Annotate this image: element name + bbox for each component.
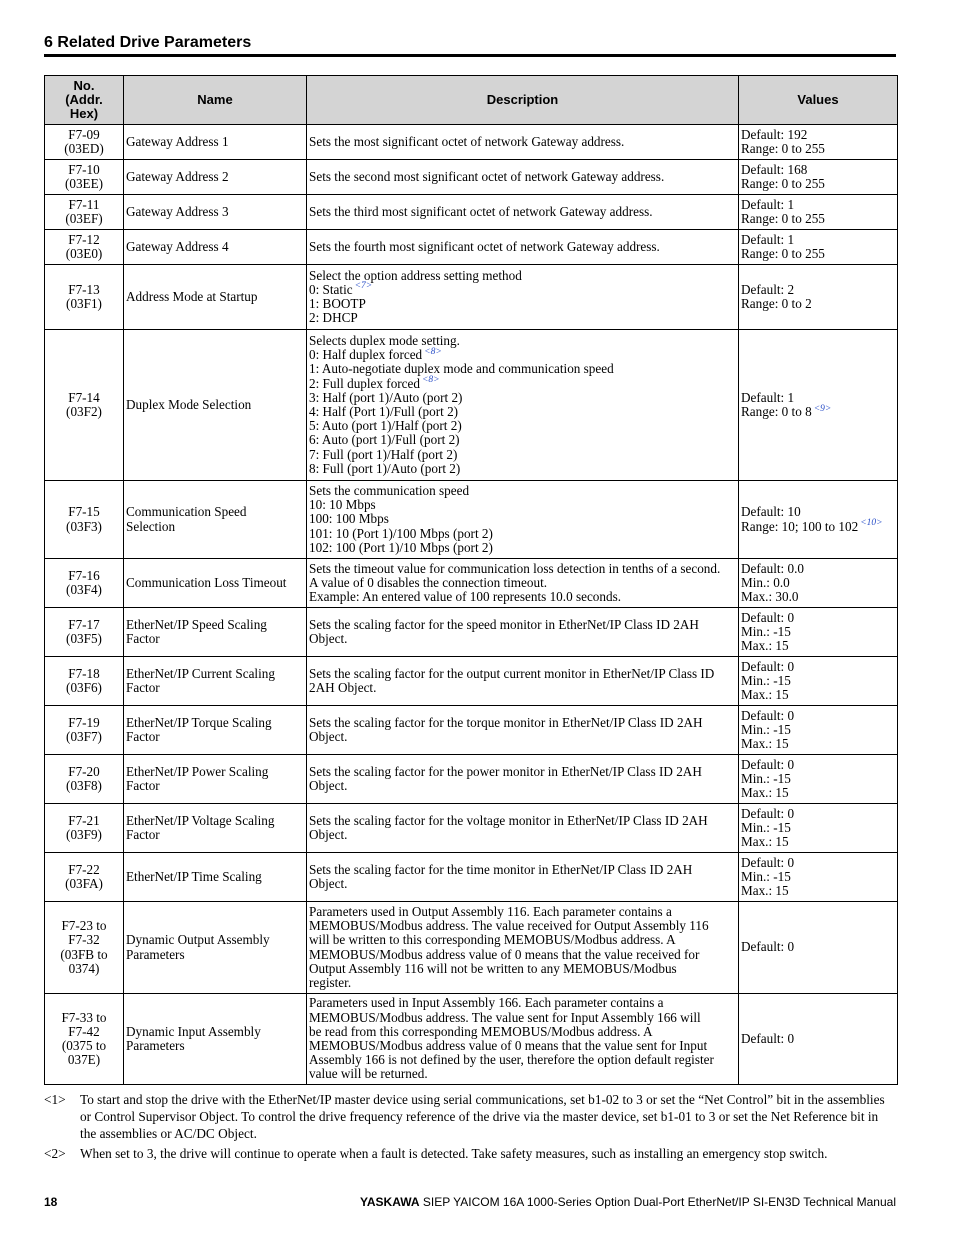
param-values-cell xyxy=(739,481,898,559)
param-name-line: Gateway Address 3 xyxy=(126,203,229,219)
param-number-line: F7-10 xyxy=(68,161,100,177)
param-number-line: (0375 to xyxy=(61,1038,107,1053)
param-description-line: 2AH Object. xyxy=(309,680,377,695)
param-description-line: Parameters used in Input Assembly 166. Each parameter contains a xyxy=(309,995,664,1011)
table-row xyxy=(45,853,898,902)
param-description-line: 8: Full (port 1)/Auto (port 2) xyxy=(309,460,461,476)
param-value-line: Default: 0 xyxy=(741,1030,795,1046)
param-number-line: (03F4) xyxy=(66,582,102,597)
footnote xyxy=(44,1145,896,1162)
param-description-line: will be written to this corresponding MEMOBUS/Modbus address. A xyxy=(309,932,676,948)
footnote xyxy=(44,1091,896,1142)
param-values-cell xyxy=(739,265,898,330)
param-description-line: Sets the most significant octet of network Gateway address. xyxy=(309,133,625,149)
param-value-line: Min.: -15 xyxy=(741,868,791,884)
param-number-cell xyxy=(45,853,124,902)
param-number-line: (03F7) xyxy=(66,729,102,744)
param-number-line: (03F8) xyxy=(66,778,102,793)
param-value-line: Range: 0 to 255 xyxy=(741,211,825,226)
param-description-line: Sets the third most significant octet of network Gateway address. xyxy=(309,203,653,219)
param-number-line: (03F6) xyxy=(66,680,102,695)
param-description-line: Sets the communication speed xyxy=(309,482,470,498)
param-description-line: Sets the scaling factor for the output current monitor in EtherNet/IP Class ID xyxy=(309,665,715,681)
column-header-values: Values xyxy=(739,76,898,125)
param-value-line: Max.: 15 xyxy=(741,785,789,801)
param-values-cell xyxy=(739,125,898,160)
param-number-cell xyxy=(45,608,124,657)
param-description-cell xyxy=(307,706,739,755)
param-description-cell xyxy=(307,804,739,853)
param-value-line: Default: 0.0 xyxy=(741,560,804,576)
param-description-line: 6: Auto (port 1)/Full (port 2) xyxy=(309,432,460,448)
param-value-line: Default: 2 xyxy=(741,281,795,297)
param-value-line: Default: 1 xyxy=(741,231,795,247)
param-name-line: Factor xyxy=(126,631,160,646)
param-name-cell xyxy=(124,902,307,994)
param-description-cell xyxy=(307,330,739,481)
param-value-line: Range: 0 to 255 xyxy=(741,176,825,191)
param-description-line: 7: Full (port 1)/Half (port 2) xyxy=(309,446,458,462)
param-description-cell xyxy=(307,755,739,804)
param-description-line: Sets the timeout value for communication loss detection in tenths of a second. xyxy=(309,560,721,576)
param-description-line: Object. xyxy=(309,729,348,744)
table-row xyxy=(45,230,898,265)
footnote-ref-link[interactable]: <10> xyxy=(860,518,883,529)
param-name-cell xyxy=(124,706,307,755)
param-description-line: 101: 10 (Port 1)/100 Mbps (port 2) xyxy=(309,525,493,541)
param-number-line: (03FB to xyxy=(60,946,108,962)
param-number-line: F7-11 xyxy=(68,196,100,212)
param-name-line: Factor xyxy=(126,778,160,793)
table-header-row xyxy=(45,76,898,125)
param-values-cell xyxy=(739,902,898,994)
param-description-line: Object. xyxy=(309,827,348,842)
param-description-line: Sets the scaling factor for the speed monitor in EtherNet/IP Class ID 2AH xyxy=(309,616,699,632)
param-name-cell xyxy=(124,330,307,481)
param-number-cell xyxy=(45,481,124,559)
param-number-line: (03EE) xyxy=(64,176,104,191)
param-description-line: MEMOBUS/Modbus address. The value received for Output Assembly 116 xyxy=(309,918,709,934)
param-description-line: 4: Half (Port 1)/Full (port 2) xyxy=(309,404,459,419)
param-name-line: Factor xyxy=(126,827,160,842)
param-name-line: Factor xyxy=(126,729,160,744)
param-name-line: Parameters xyxy=(126,1038,185,1053)
param-number-line: (03F5) xyxy=(66,631,102,646)
parameter-table xyxy=(44,75,898,1085)
param-description-cell xyxy=(307,608,739,657)
param-description-line: Select the option address setting method xyxy=(309,267,522,283)
param-description-cell xyxy=(307,160,739,195)
param-description-line: 3: Half (port 1)/Auto (port 2) xyxy=(309,389,463,405)
manual-title xyxy=(360,1195,896,1209)
param-description-line: Parameters used in Output Assembly 116. Each parameter contains a xyxy=(309,903,672,919)
param-name-line: Dynamic Input Assembly xyxy=(126,1023,261,1039)
param-number-line: F7-09 xyxy=(68,126,100,142)
param-description-line: Sets the scaling factor for the torque monitor in EtherNet/IP Class ID 2AH xyxy=(309,714,703,730)
param-name-cell xyxy=(124,755,307,804)
param-value-line: Default: 192 xyxy=(741,126,808,142)
param-description-cell xyxy=(307,481,739,559)
param-name-cell xyxy=(124,608,307,657)
param-description-line: MEMOBUS/Modbus address value of 0 means that the value received for xyxy=(309,946,700,962)
param-name-cell xyxy=(124,657,307,706)
param-description-line: register. xyxy=(309,974,352,990)
table-row xyxy=(45,195,898,230)
param-value-line: Default: 0 xyxy=(741,707,795,723)
param-value-line: Default: 1 xyxy=(741,389,795,405)
param-number-line: F7-13 xyxy=(68,281,100,297)
param-values-cell xyxy=(739,706,898,755)
param-value-line: Min.: -15 xyxy=(741,819,791,835)
table-row xyxy=(45,125,898,160)
footnote-ref-link[interactable]: <7> xyxy=(354,281,373,292)
param-value-line: Max.: 15 xyxy=(741,638,789,654)
param-values-cell xyxy=(739,755,898,804)
param-description-cell xyxy=(307,265,739,330)
param-name-cell xyxy=(124,160,307,195)
param-name-line: Parameters xyxy=(126,946,185,962)
param-number-line: (03FA) xyxy=(65,876,103,891)
param-number-line: F7-15 xyxy=(68,504,100,520)
param-number-cell xyxy=(45,902,124,994)
param-number-line: F7-42 xyxy=(68,1023,100,1039)
param-value-line: Default: 0 xyxy=(741,658,795,674)
param-number-line: F7-12 xyxy=(68,231,100,247)
section-heading-rule xyxy=(44,54,896,57)
param-name-line: Selection xyxy=(126,518,176,534)
param-number-cell xyxy=(45,755,124,804)
param-name-line: Address Mode at Startup xyxy=(126,288,258,304)
param-description-line: 1: Auto-negotiate duplex mode and communication speed xyxy=(309,361,614,377)
footnote-text: To start and stop the drive with the EtherNet/IP master device using serial communications, set b1-02 to 3 or set the “Net Control” bit in the assemblies or Control Supervisor Object. To control the drive frequency reference of the drive via the master device, set b1-01 to 3 or set the Net Reference bit in the assemblies or AC/DC Object. xyxy=(80,1092,885,1141)
param-number-line: (03F1) xyxy=(66,296,102,311)
param-name-line: Communication Speed xyxy=(126,504,247,520)
param-description-line: Output Assembly 116 will not be written to any MEMOBUS/Modbus xyxy=(309,960,677,976)
param-name-cell xyxy=(124,853,307,902)
param-number-cell xyxy=(45,706,124,755)
param-name-cell xyxy=(124,994,307,1085)
param-number-line: F7-17 xyxy=(68,616,100,632)
param-values-cell xyxy=(739,160,898,195)
param-number-line: F7-16 xyxy=(68,567,100,583)
param-description-line: MEMOBUS/Modbus address. The value sent for Input Assembly 166 will xyxy=(309,1009,701,1025)
footnote-mark: <2> xyxy=(44,1146,66,1161)
param-number-line: F7-20 xyxy=(68,763,100,779)
param-value-line: Range: 0 to 8 $^{<9>}$ xyxy=(741,403,832,419)
param-description-line: Example: An entered value of 100 represents 10.0 seconds. xyxy=(309,589,622,605)
param-name-line: EtherNet/IP Speed Scaling xyxy=(126,616,267,632)
param-number-line: 037E) xyxy=(67,1052,101,1068)
param-number-cell xyxy=(45,994,124,1085)
param-values-cell xyxy=(739,853,898,902)
param-value-line: Default: 10 xyxy=(741,504,801,520)
param-name-line: Factor xyxy=(126,680,160,695)
table-row xyxy=(45,608,898,657)
param-values-cell xyxy=(739,657,898,706)
manual-name: SIEP YAICOM 16A 1000-Series Option Dual-Port EtherNet/IP SI-EN3D Technical Manual xyxy=(422,1195,896,1209)
param-value-line: Range: 10; 100 to 102 $^{<10>}$ xyxy=(741,518,883,534)
param-value-line: Default: 0 xyxy=(741,609,795,625)
param-description-line: 2: Full duplex forced $^{<8>}$ xyxy=(309,375,440,391)
column-header-no: No. (Addr. Hex) xyxy=(45,76,124,125)
param-name-line: EtherNet/IP Time Scaling xyxy=(126,868,262,884)
param-name-cell xyxy=(124,230,307,265)
param-number-line: F7-14 xyxy=(68,389,100,405)
param-description-cell xyxy=(307,994,739,1085)
param-value-line: Min.: -15 xyxy=(741,770,791,786)
param-number-line: F7-21 xyxy=(68,812,100,828)
param-values-cell xyxy=(739,608,898,657)
param-description-line: Selects duplex mode setting. xyxy=(309,332,460,348)
footnote-ref-link[interactable]: <9> xyxy=(813,403,832,414)
param-number-line: 0374) xyxy=(68,960,100,976)
table-row xyxy=(45,902,898,994)
column-header-description: Description xyxy=(307,76,739,125)
param-description-line: 102: 100 (Port 1)/10 Mbps (port 2) xyxy=(309,539,493,555)
param-name-line: EtherNet/IP Power Scaling xyxy=(126,763,269,779)
footnote-ref-link[interactable]: <8> xyxy=(424,346,442,357)
param-name-line: Gateway Address 4 xyxy=(126,238,229,254)
param-name-line: EtherNet/IP Current Scaling xyxy=(126,665,275,681)
param-description-cell xyxy=(307,559,739,608)
param-number-line: (03E0) xyxy=(65,246,103,261)
param-name-cell xyxy=(124,481,307,559)
param-description-line: 1: BOOTP xyxy=(309,296,366,311)
table-row xyxy=(45,804,898,853)
param-value-line: Max.: 15 xyxy=(741,834,789,850)
param-value-line: Default: 0 xyxy=(741,939,795,955)
table-row xyxy=(45,657,898,706)
table-row xyxy=(45,755,898,804)
footnote-text: When set to 3, the drive will continue to operate when a fault is detected. Take safety measures, such as installing an emergency stop switch. xyxy=(80,1146,828,1161)
param-number-line: (03F9) xyxy=(66,827,102,842)
param-number-cell xyxy=(45,160,124,195)
param-number-line: F7-32 xyxy=(68,932,100,948)
param-description-line: 100: 100 Mbps xyxy=(309,511,389,527)
param-description-cell xyxy=(307,657,739,706)
param-value-line: Min.: -15 xyxy=(741,623,791,639)
param-value-line: Min.: 0.0 xyxy=(741,574,790,590)
param-number-line: F7-23 to xyxy=(61,918,107,934)
brand-name: YASKAWA xyxy=(359,1195,420,1209)
footnote-mark: <1> xyxy=(44,1092,66,1107)
footnote-ref-link[interactable]: <8> xyxy=(421,375,440,386)
param-values-cell xyxy=(739,559,898,608)
page-number: 18 xyxy=(44,1195,58,1209)
param-description-cell xyxy=(307,853,739,902)
param-description-line: Sets the scaling factor for the voltage monitor in EtherNet/IP Class ID 2AH xyxy=(309,812,708,828)
param-name-line: Dynamic Output Assembly xyxy=(126,932,270,948)
param-number-line: (03ED) xyxy=(64,141,104,156)
table-row xyxy=(45,706,898,755)
param-value-line: Default: 1 xyxy=(741,196,795,212)
table-row xyxy=(45,330,898,481)
param-description-line: 10: 10 Mbps xyxy=(309,497,376,513)
param-description-cell xyxy=(307,902,739,994)
param-value-line: Range: 0 to 2 xyxy=(741,296,812,311)
param-number-line: (03F3) xyxy=(66,518,102,534)
param-description-cell xyxy=(307,125,739,160)
param-description-line: Sets the second most significant octet of network Gateway address. xyxy=(309,168,665,184)
param-number-cell xyxy=(45,125,124,160)
param-description-cell xyxy=(307,195,739,230)
param-name-cell xyxy=(124,195,307,230)
param-number-cell xyxy=(45,804,124,853)
param-name-cell xyxy=(124,125,307,160)
param-value-line: Default: 168 xyxy=(741,161,808,177)
param-name-line: Gateway Address 2 xyxy=(126,168,229,184)
param-value-line: Max.: 15 xyxy=(741,687,789,703)
param-description-line: Sets the scaling factor for the time monitor in EtherNet/IP Class ID 2AH xyxy=(309,861,693,877)
param-description-line: 5: Auto (port 1)/Half (port 2) xyxy=(309,418,462,434)
param-number-line: F7-33 to xyxy=(61,1009,107,1025)
param-value-line: Range: 0 to 255 xyxy=(741,246,825,261)
param-number-line: (03EF) xyxy=(65,211,103,226)
param-values-cell xyxy=(739,195,898,230)
param-description-line: A value of 0 disables the connection timeout. xyxy=(309,574,548,590)
param-name-line: Duplex Mode Selection xyxy=(126,396,252,412)
param-number-cell xyxy=(45,330,124,481)
param-name-line: EtherNet/IP Torque Scaling xyxy=(126,714,272,730)
column-header-name: Name xyxy=(124,76,307,125)
table-row xyxy=(45,481,898,559)
table-row xyxy=(45,160,898,195)
param-value-line: Max.: 15 xyxy=(741,736,789,752)
param-description-line: Sets the scaling factor for the power monitor in EtherNet/IP Class ID 2AH xyxy=(309,763,702,779)
param-description-line: value will be returned. xyxy=(309,1066,428,1082)
param-description-line: Sets the fourth most significant octet of network Gateway address. xyxy=(309,238,660,254)
table-row xyxy=(45,559,898,608)
param-name-cell xyxy=(124,804,307,853)
param-value-line: Range: 0 to 255 xyxy=(741,141,825,156)
param-values-cell xyxy=(739,230,898,265)
param-number-line: F7-19 xyxy=(68,714,100,730)
section-heading: 6 Related Drive Parameters xyxy=(44,34,252,51)
param-name-cell xyxy=(124,559,307,608)
table-row xyxy=(45,265,898,330)
param-number-line: F7-18 xyxy=(68,665,100,681)
param-value-line: Max.: 15 xyxy=(741,883,789,899)
param-description-line: 0: Static $^{<7>}$ xyxy=(309,281,373,297)
param-description-line: Object. xyxy=(309,778,348,793)
param-number-cell xyxy=(45,559,124,608)
param-value-line: Default: 0 xyxy=(741,854,795,870)
param-description-line: Object. xyxy=(309,876,348,891)
param-description-line: Assembly 166 is not defined by the user, therefore the option default register xyxy=(309,1052,714,1068)
param-number-cell xyxy=(45,230,124,265)
param-number-line: F7-22 xyxy=(68,861,100,877)
param-number-line: (03F2) xyxy=(66,404,102,419)
param-description-line: 0: Half duplex forced $^{<8>}$ xyxy=(309,346,442,363)
param-name-line: Communication Loss Timeout xyxy=(126,574,287,590)
param-number-cell xyxy=(45,265,124,330)
param-values-cell xyxy=(739,330,898,481)
param-value-line: Default: 0 xyxy=(741,756,795,772)
param-value-line: Min.: -15 xyxy=(741,721,791,737)
param-values-cell xyxy=(739,804,898,853)
param-value-line: Min.: -15 xyxy=(741,672,791,688)
param-values-cell xyxy=(739,994,898,1085)
param-description-cell xyxy=(307,230,739,265)
param-description-line: Object. xyxy=(309,631,348,646)
param-description-line: MEMOBUS/Modbus address value of 0 means that the value sent for Input xyxy=(309,1038,708,1053)
param-number-cell xyxy=(45,195,124,230)
param-name-line: EtherNet/IP Voltage Scaling xyxy=(126,812,275,828)
table-body xyxy=(45,125,898,1085)
table-row xyxy=(45,994,898,1085)
param-description-line: be read from this corresponding MEMOBUS/Modbus address. A xyxy=(309,1023,653,1039)
param-description-line: 2: DHCP xyxy=(309,310,358,326)
param-name-line: Gateway Address 1 xyxy=(126,133,229,149)
param-name-cell xyxy=(124,265,307,330)
param-number-cell xyxy=(45,657,124,706)
param-value-line: Default: 0 xyxy=(741,805,795,821)
param-value-line: Max.: 30.0 xyxy=(741,589,799,605)
